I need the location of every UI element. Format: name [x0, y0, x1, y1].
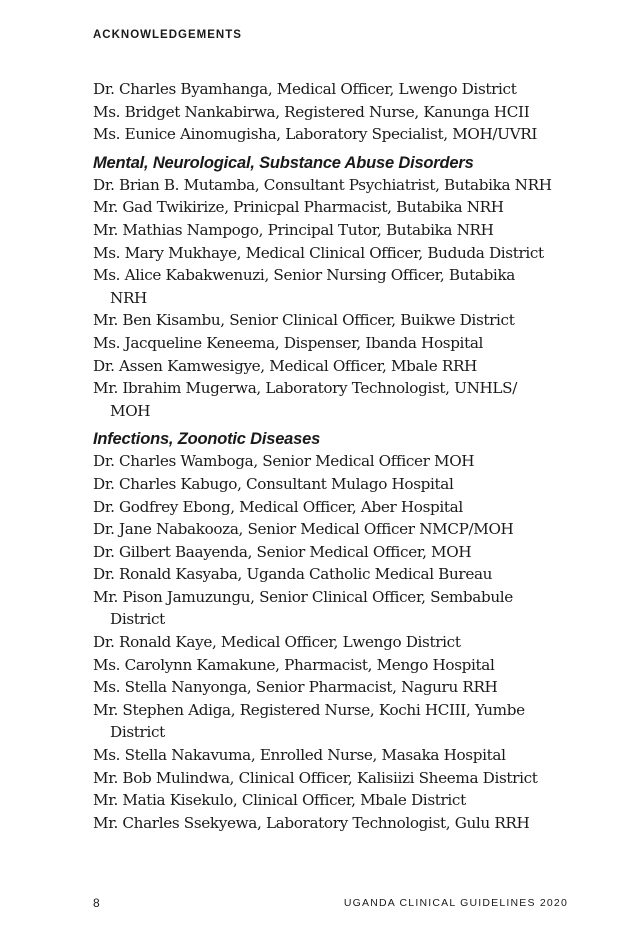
entry-continuation: District	[110, 610, 165, 629]
entry-line: Mr. Ibrahim Mugerwa, Laboratory Technologist, UNHLS/	[93, 379, 517, 398]
running-header: ACKNOWLEDGEMENTS	[93, 29, 242, 41]
entry-line: Dr. Charles Wamboga, Senior Medical Officer MOH	[93, 452, 475, 471]
entry-line: Dr. Charles Kabugo, Consultant Mulago Hospital	[93, 474, 454, 493]
entry-line: Ms. Mary Mukhaye, Medical Clinical Officer, Bududa District	[93, 243, 544, 262]
page-number: 8	[93, 896, 100, 910]
entry-continuation: District	[110, 723, 165, 742]
entry-line: Ms. Jacqueline Keneema, Dispenser, Ibanda Hospital	[93, 333, 484, 352]
entry-line: Dr. Ronald Kasyaba, Uganda Catholic Medical Bureau	[93, 565, 493, 584]
entry-continuation: MOH	[110, 401, 151, 420]
entry-line: Dr. Gilbert Baayenda, Senior Medical Officer, MOH	[93, 542, 472, 561]
entry-line: Mr. Charles Ssekyewa, Laboratory Technologist, Gulu RRH	[93, 813, 530, 832]
entry-line: Mr. Stephen Adiga, Registered Nurse, Kochi HCIII, Yumbe	[93, 700, 525, 719]
section-heading: Infections, Zoonotic Diseases	[93, 430, 321, 449]
entry-line: Mr. Gad Twikirize, Prinicpal Pharmacist, Butabika NRH	[93, 198, 504, 217]
section-heading: Mental, Neurological, Substance Abuse Disorders	[93, 153, 474, 172]
publication-title: UGANDA CLINICAL GUIDELINES 2020	[343, 897, 568, 909]
entry-line: Dr. Ronald Kaye, Medical Officer, Lwengo District	[93, 633, 461, 652]
entry-line: Dr. Brian B. Mutamba, Consultant Psychiatrist, Butabika NRH	[93, 175, 552, 194]
entry-line: Ms. Stella Nanyonga, Senior Pharmacist, Naguru RRH	[93, 678, 498, 697]
acknowledgements-list	[93, 78, 593, 834]
entry-continuation: NRH	[110, 288, 147, 307]
entry-line: Mr. Bob Mulindwa, Clinical Officer, Kalisiizi Sheema District	[93, 768, 538, 787]
entry-line: Ms. Stella Nakavuma, Enrolled Nurse, Masaka Hospital	[93, 746, 506, 765]
entry-line: Mr. Matia Kisekulo, Clinical Officer, Mbale District	[93, 791, 466, 810]
entry-line: Ms. Carolynn Kamakune, Pharmacist, Mengo Hospital	[93, 655, 495, 674]
entry-line: Dr. Godfrey Ebong, Medical Officer, Aber Hospital	[93, 497, 463, 516]
entry-line: Mr. Mathias Nampogo, Principal Tutor, Butabika NRH	[93, 220, 494, 239]
entry-line: Ms. Alice Kabakwenuzi, Senior Nursing Officer, Butabika	[93, 266, 516, 285]
entry-line: Dr. Assen Kamwesigye, Medical Officer, Mbale RRH	[93, 356, 477, 375]
entry-line: Mr. Pison Jamuzungu, Senior Clinical Officer, Sembabule	[93, 587, 513, 606]
entry-line: Mr. Ben Kisambu, Senior Clinical Officer, Buikwe District	[93, 311, 515, 330]
entry-line: Ms. Eunice Ainomugisha, Laboratory Specialist, MOH/UVRI	[93, 125, 537, 144]
entry-line: Dr. Jane Nabakooza, Senior Medical Officer NMCP/MOH	[93, 520, 514, 539]
entry-line: Ms. Bridget Nankabirwa, Registered Nurse, Kanunga HCII	[93, 102, 530, 121]
entry-line: Dr. Charles Byamhanga, Medical Officer, Lwengo District	[93, 80, 517, 98]
